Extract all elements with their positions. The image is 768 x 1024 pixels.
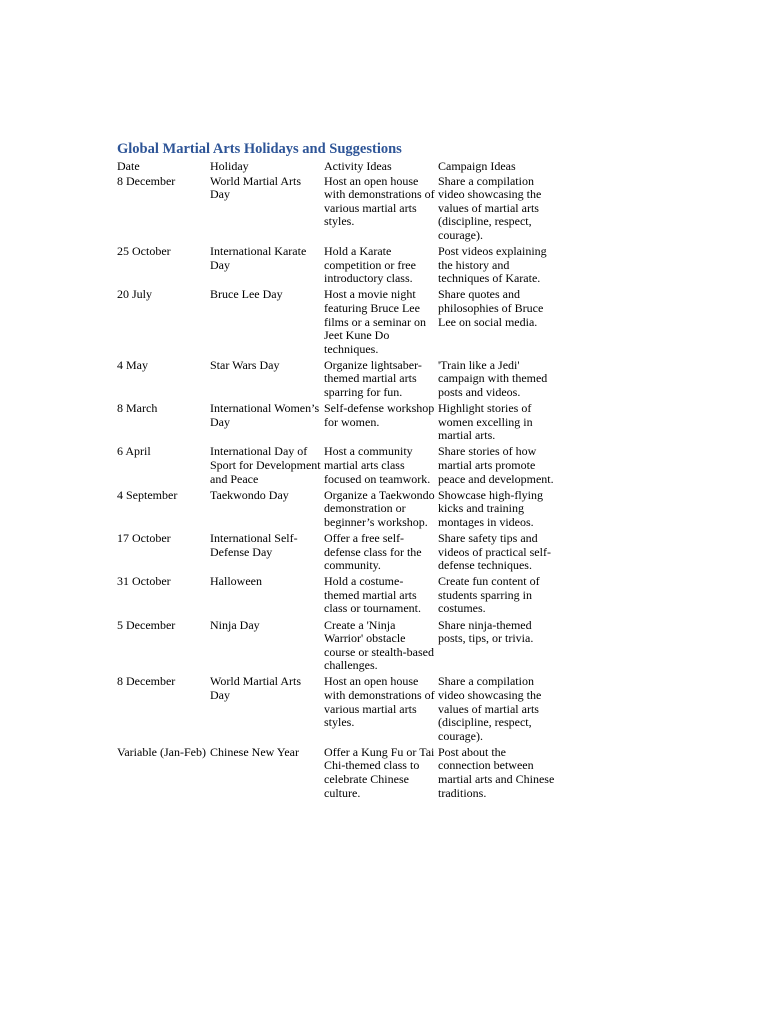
document-title: Global Martial Arts Holidays and Suggestions (117, 141, 402, 157)
cell-activity: Organize a Taekwondo demonstration or beginner’s workshop. (324, 487, 435, 529)
cell-holiday: International Women’s Day (210, 401, 320, 429)
cell-holiday: Chinese New Year (210, 744, 299, 759)
cell-date: 8 March (117, 401, 158, 416)
cell-activity: Host an open house with demonstrations of various martial arts styles. (324, 173, 435, 229)
cell-campaign: Share a compilation video showcasing the values of martial arts (discipline, respect, courage). (438, 674, 542, 743)
cell-activity: Hold a Karate competition or free introductory class. (324, 244, 416, 286)
cell-holiday: Star Wars Day (210, 357, 280, 372)
cell-campaign: Share stories of how martial arts promote peace and development. (438, 444, 554, 486)
cell-activity: Organize lightsaber-themed martial arts sparring for fun. (324, 357, 422, 399)
cell-holiday: Ninja Day (210, 617, 260, 632)
cell-holiday: Halloween (210, 574, 262, 589)
cell-date: 25 October (117, 244, 171, 259)
holidays-table (117, 160, 557, 803)
cell-date: Variable (Jan-Feb) (117, 744, 206, 759)
cell-campaign: Share safety tips and videos of practical self-defense techniques. (438, 530, 551, 573)
cell-date: 5 December (117, 617, 176, 632)
table-row (117, 245, 557, 288)
cell-date: 8 December (117, 173, 176, 188)
cell-holiday: Bruce Lee Day (210, 287, 283, 302)
table-row (117, 575, 557, 618)
table-row (117, 532, 557, 575)
cell-date: 8 December (117, 674, 176, 689)
cell-campaign: 'Train like a Jedi' campaign with themed posts and videos. (438, 357, 548, 399)
cell-activity: Host a community martial arts class focused on teamwork. (324, 444, 431, 486)
cell-campaign: Share a compilation video showcasing the values of martial arts (discipline, respect, courage). (438, 173, 542, 242)
cell-holiday: International Self-Defense Day (210, 530, 298, 559)
cell-campaign: Highlight stories of women excelling in martial arts. (438, 401, 533, 443)
table-row (117, 402, 557, 445)
column-header-activity: Activity Ideas (324, 159, 392, 173)
cell-activity: Offer a Kung Fu or Tai Chi-themed class to celebrate Chinese culture. (324, 744, 435, 800)
document-page (117, 140, 557, 803)
cell-date: 17 October (117, 530, 171, 545)
cell-activity: Create a 'Ninja Warrior' obstacle course or stealth-based challenges. (324, 617, 434, 673)
table-row (117, 359, 557, 402)
cell-activity: Hold a costume-themed martial arts class or tournament. (324, 574, 421, 616)
table-row (117, 445, 557, 488)
cell-campaign: Share ninja-themed posts, tips, or trivia. (438, 617, 534, 646)
cell-campaign: Showcase high-flying kicks and training montages in videos. (438, 487, 543, 529)
cell-holiday: Taekwondo Day (210, 487, 289, 502)
table-row (117, 288, 557, 358)
column-header-campaign: Campaign Ideas (438, 159, 516, 173)
cell-campaign: Post about the connection between martial arts and Chinese traditions. (438, 744, 555, 800)
cell-date: 4 May (117, 357, 148, 372)
table-header-row (117, 160, 557, 175)
table-row (117, 746, 557, 803)
cell-activity: Self-defense workshop for women. (324, 401, 435, 429)
cell-activity: Offer a free self-defense class for the community. (324, 530, 422, 573)
cell-date: 31 October (117, 574, 171, 589)
cell-campaign: Post videos explaining the history and techniques of Karate. (438, 244, 547, 286)
column-header-date: Date (117, 159, 140, 173)
cell-activity: Host an open house with demonstrations of various martial arts styles. (324, 674, 435, 730)
table-row (117, 675, 557, 745)
cell-holiday: International Karate Day (210, 244, 307, 272)
cell-holiday: World Martial Arts Day (210, 674, 302, 702)
column-header-holiday: Holiday (210, 159, 249, 173)
table-row (117, 489, 557, 532)
cell-activity: Host a movie night featuring Bruce Lee films or a seminar on Jeet Kune Do techniques. (324, 287, 426, 356)
table-row (117, 175, 557, 245)
cell-date: 6 April (117, 444, 151, 459)
cell-campaign: Share quotes and philosophies of Bruce Lee on social media. (438, 287, 544, 329)
table-row (117, 619, 557, 676)
cell-holiday: World Martial Arts Day (210, 173, 302, 202)
cell-date: 4 September (117, 487, 178, 502)
cell-campaign: Create fun content of students sparring in costumes. (438, 574, 540, 616)
cell-date: 20 July (117, 287, 153, 302)
cell-holiday: International Day of Sport for Development and Peace (210, 444, 321, 486)
